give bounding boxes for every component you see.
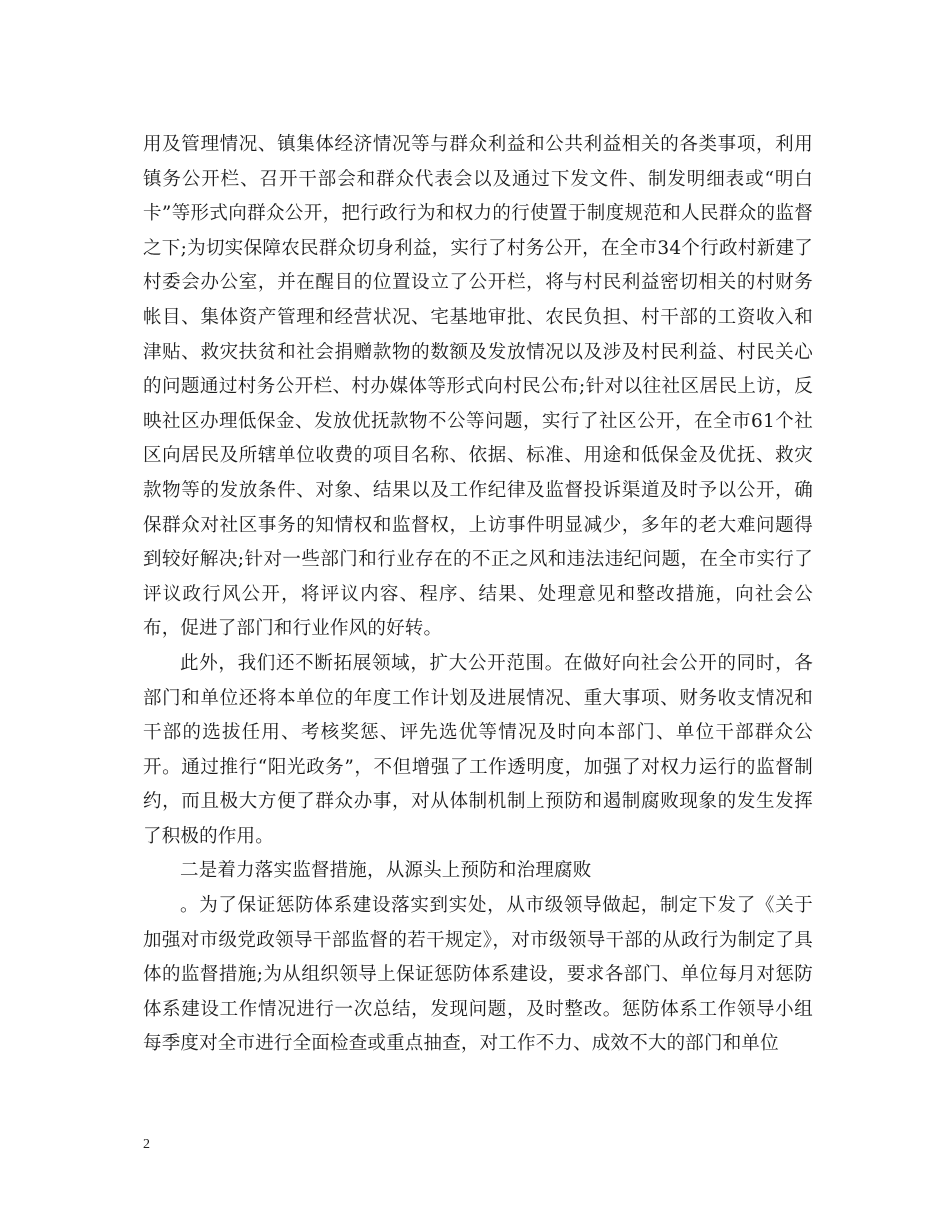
paragraph-3-heading: 二是着力落实监督措施，从源头上预防和治理腐败 (180, 860, 592, 882)
paragraph-1: 用及管理情况、镇集体经济情况等与群众利益和公共利益相关的各类事项，利用镇务公开栏、召开干部会和群众代表会以及通过下发文件、制发明细表或“明白卡”等形式向群众公开，把行政行为和权力的行使置于制度规范和人民群众的监督之下;为切实保障农民群众切身利益，实行了村务公开，在全市34个行政村新建了村委会办公室，并在醒目的位置设立了公开栏，将与村民利益密切相关的村财务帐目、集体资产管理和经营状况、宅基地审批、农民负担、村干部的工资收入和津贴、救灾扶贫和社会捐赠款物的数额及发放情况以及涉及村民利益、村民关心的问题通过村务公开栏、村办媒体等形式向村民公布;针对以往社区居民上访，反映社区办理低保金、发放优抚款物不公等问题，实行了社区公开，在全市61个社区向居民及所辖单位收费的项目名称、依据、标准、用途和低保金及优抚、救灾款物等的发放条件、对象、结果以及工作纪律及监督投诉渠道及时予以公开，确保群众对社区事务的知情权和监督权，上访事件明显减少，多年的老大难问题得到较好解决;针对一些部门和行业存在的不正之风和违法违纪问题，在全市实行了评议政行风公开，将评议内容、程序、结果、处理意见和整改措施，向社会公布，促进了部门和行业作风的好转。 (143, 134, 813, 640)
paragraph-4: 。为了保证惩防体系建设落实到实处，从市级领导做起，制定下发了《关于加强对市级党政领导干部监督的若干规定》，对市级领导干部的从政行为制定了具体的监督措施;为从组织领导上保证惩防体系建设，要求各部门、单位每月对惩防体系建设工作情况进行一次总结，发现问题，及时整改。惩防体系工作领导小组每季度对全市进行全面检查或重点抽查，对工作不力、成效不大的部门和单位 (143, 895, 813, 1055)
paragraph-2: 此外，我们还不断拓展领域，扩大公开范围。在做好向社会公开的同时，各部门和单位还将本单位的年度工作计划及进展情况、重大事项、财务收支情况和干部的选拔任用、考核奖惩、评先选优等情况及时向本部门、单位干部群众公开。通过推行“阳光政务”，不但增强了工作透明度，加强了对权力运行的监督制约，而且极大方便了群众办事，对从体制机制上预防和遏制腐败现象的发生发挥了积极的作用。 (143, 652, 813, 847)
page-number: 2 (143, 1137, 150, 1152)
document-body (143, 128, 813, 1062)
